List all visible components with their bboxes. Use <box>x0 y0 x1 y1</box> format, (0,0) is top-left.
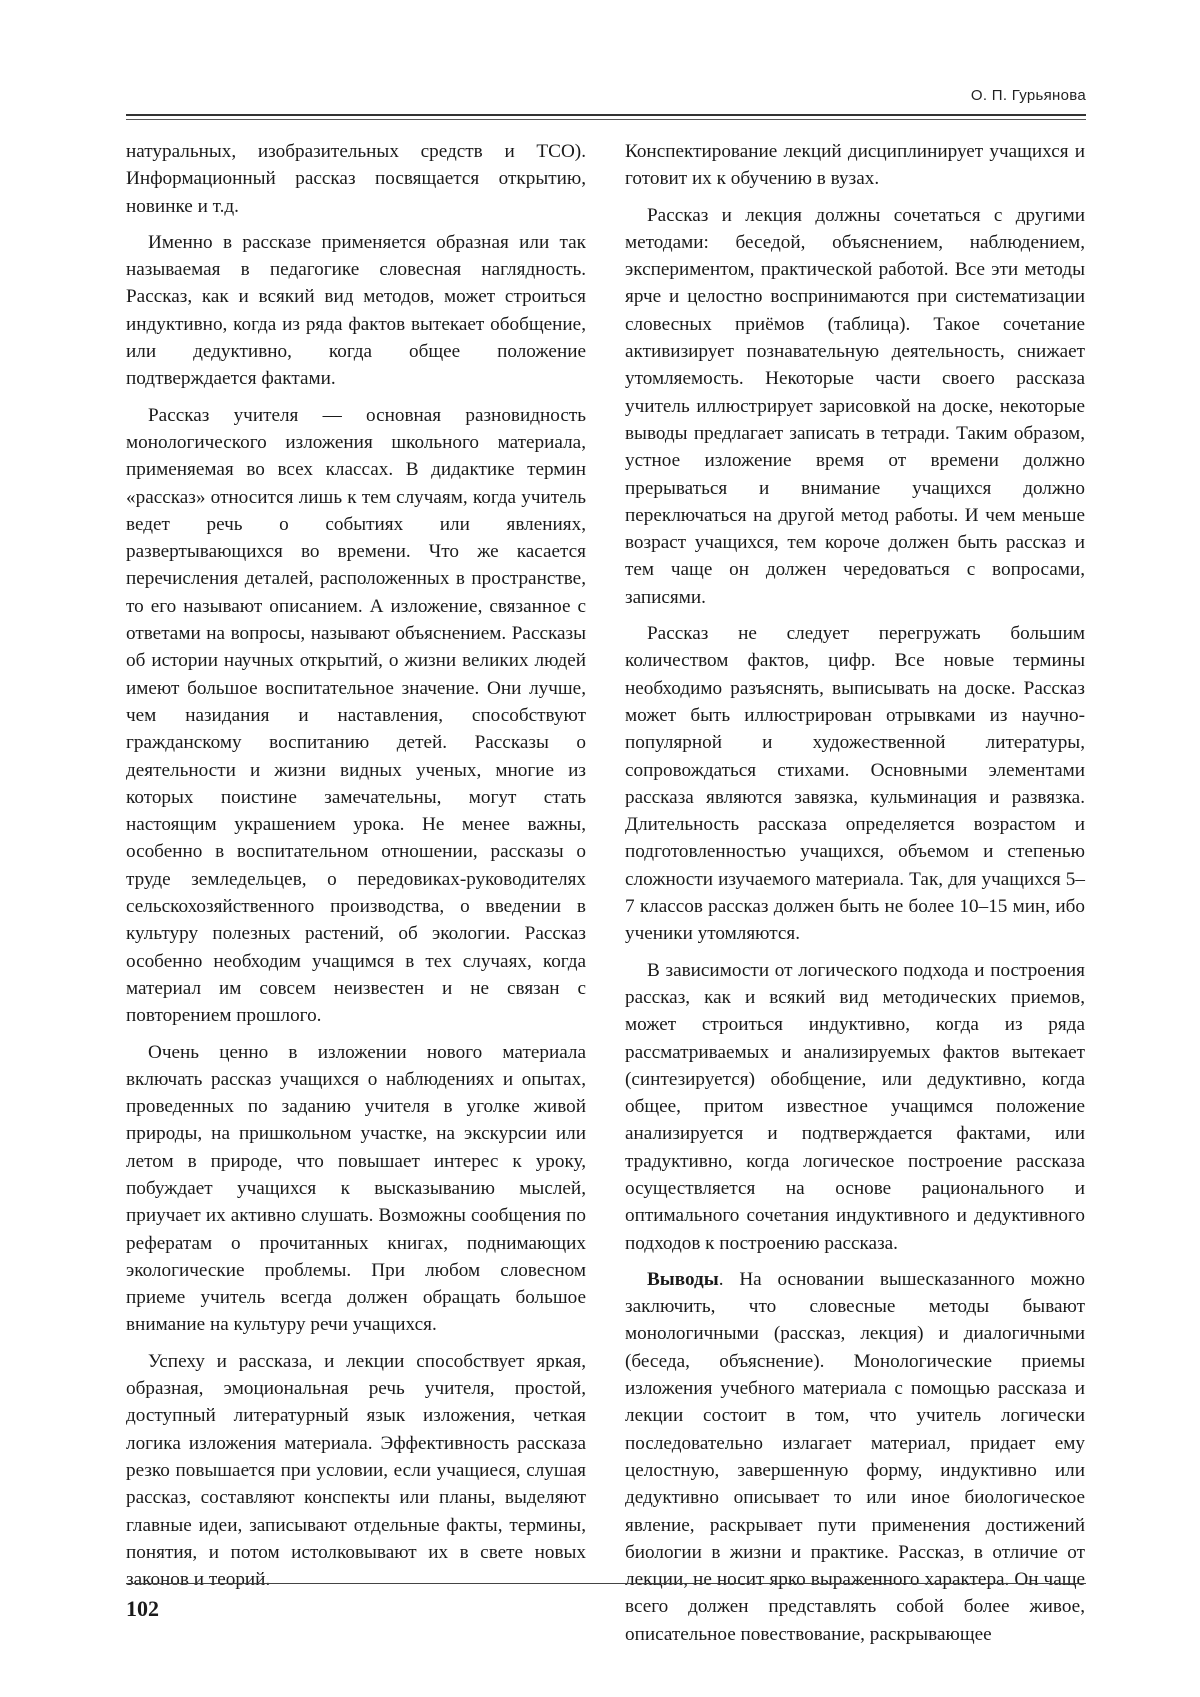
header-author: О. П. Гурьянова <box>970 87 1086 104</box>
conclusion-paragraph <box>625 1266 1085 1648</box>
paragraph: натуральных, изобразительных средств и ТСО). Информационный рассказ посвящается открытию, новинке и т.д. <box>126 141 586 217</box>
header-rule-thick <box>126 114 1086 116</box>
conclusion-label: Выводы <box>647 1268 719 1290</box>
page-number: 102 <box>126 1596 159 1621</box>
paragraph: Рассказ учителя — основная разновидность монологического изложения школьного материала, применяемая во всех классах. В дидактике термин «рассказ» относится лишь к тем случаям, когда учитель ведет речь о событиях или явлениях, развертывающихся во времени. Что же касается перечисления деталей, расположенных в пространстве, то его называют описанием. А изложение, связанное с ответами на вопросы, называют объяснением. Рассказы об истории научных открытий, о жизни великих людей имеют большое воспитательное значение. Они лучше, чем назидания и наставления, способствуют гражданскому воспитанию детей. Рассказы о деятельности и жизни видных ученых, многие из которых поистине замечательны, могут стать настоящим украшением урока. Не менее важны, особенно в воспитательном отношении, рассказы о труде земледельцев, о передовиках-руководителях сельскохозяйственного производства, о введении в культуру полезных растений, об экологии. Рассказ особенно необходим учащимся в тех случаях, когда материал им совсем неизвестен и не связан с повторением прошлого. <box>126 404 586 1027</box>
paragraph: Именно в рассказе применяется образная или так называемая в педагогике словесная наглядность. Рассказ, как и всякий вид методов, может строиться индуктивно, когда из ряда фактов вытекает обобщение, или дедуктивно, когда общее положение подтверждается фактами. <box>126 231 586 390</box>
paragraph: Очень ценно в изложении нового материала включать рассказ учащихся о наблюдениях и опытах, проведенных по заданию учителя в уголке живой природы, на пришкольном участке, на экскурсии или летом в природе, что повышает интерес к уроку, побуждает учащихся к высказыванию мыслей, приучает их активно слушать. Возможны сообщения по рефератам о прочитанных книгах, поднимающих экологические проблемы. При любом словесном приеме учитель всегда должен обращать большое внимание на культуру речи учащихся. <box>126 1041 586 1336</box>
paragraph: Рассказ не следует перегружать большим количеством фактов, цифр. Все новые термины необходимо разъяснять, выписывать на доске. Рассказ может быть иллюстрирован отрывками из научно-популярной и художественной литературы, сопровождаться стихами. Основными элементами рассказа являются завязка, кульминация и развязка. Длительность рассказа определяется возрастом и подготовленностью учащихся, объемом и степенью сложности изучаемого материала. Так, для учащихся 5–7 классов рассказ должен быть не более 10–15 мин, ибо ученики утомляются. <box>625 623 1085 945</box>
paragraph: Успеху и рассказа, и лекции способствует яркая, образная, эмоциональная речь учителя, простой, доступный литературный язык изложения, четкая логика изложения материала. Эффективность рассказа резко повышается при условии, если учащиеся, слушая рассказ, составляют конспекты или планы, выделяют главные идеи, записывают отдельные факты, термины, понятия, и потом истолковывают их в свете новых законов и теорий. <box>126 1350 586 1591</box>
running-header <box>126 87 1086 117</box>
conclusion-text: . На основании вышесказанного можно заключить, что словесные методы бывают монологичными (рассказ, лекция) и диалогичными (беседа, объяснение). Монологические приемы изложения учебного материала с помощью рассказа и лекции состоит в том, что учитель логически последовательно излагает материал, придает ему целостную, завершенную форму, индуктивно или дедуктивно описывает то или иное биологическое явление, раскрывает пути применения достижений биологии в жизни и практике. Рассказ, в отличие от лекции, не носит ярко выраженного характера. Он чаще всего должен представлять собой более живое, описательное повествование, раскрывающее <box>625 1268 1085 1645</box>
header-rule-thin <box>126 119 1086 120</box>
right-column <box>625 138 1085 1657</box>
footer-rule <box>126 1583 1086 1584</box>
left-column <box>126 138 586 1602</box>
paragraph: В зависимости от логического подхода и построения рассказ, как и всякий вид методических приемов, может строиться индуктивно, когда из ряда рассматриваемых и анализируемых фактов вытекает (синтезируется) обобщение, или дедуктивно, когда общее, притом известное учащимся положение анализируется и подтверждается фактами, или традуктивно, когда логическое построение рассказа осуществляется на основе рационального и оптимального сочетания индуктивного и дедуктивного подходов к построению рассказа. <box>625 959 1085 1254</box>
paragraph: Конспектирование лекций дисциплинирует учащихся и готовит их к обучению в вузах. <box>625 141 1085 190</box>
paragraph: Рассказ и лекция должны сочетаться с другими методами: беседой, объяснением, наблюдением, экспериментом, практической работой. Все эти методы ярче и целостно воспринимаются при систематизации словесных приёмов (таблица). Такое сочетание активизирует познавательную деятельность, снижает утомляемость. Некоторые части своего рассказа учитель иллюстрирует зарисовкой на доске, некоторые выводы предлагает записать в тетради. Таким образом, устное изложение время от времени должно прерываться и внимание учащихся должно переключаться на другой метод работы. И чем меньше возраст учащихся, тем короче должен быть рассказ и тем чаще он должен чередоваться с вопросами, записями. <box>625 204 1085 608</box>
